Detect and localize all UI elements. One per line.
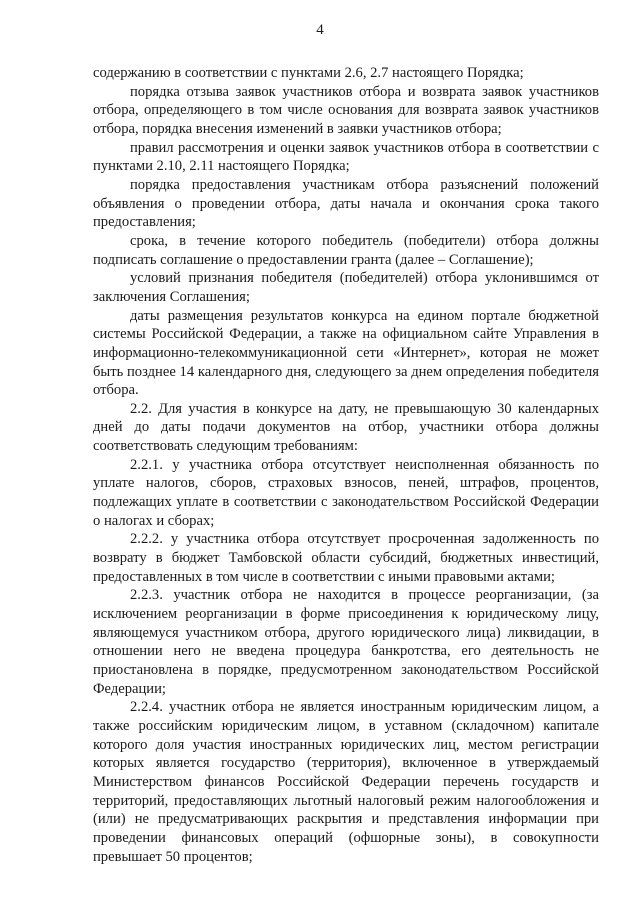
paragraph-clarifications: порядка предоставления участникам отбора разъяснений положений объявления о проведении отбора, даты начала и окончания срока такого предоставления; [93,176,599,231]
paragraph-2-2-2: 2.2.2. у участника отбора отсутствует просроченная задолженность по возврату в бюджет Тамбовской области субсидий, бюджетных инвестиций, предоставленных в том числе в соответствии с иными правовыми актами; [93,531,599,585]
paragraph-signing-deadline: срока, в течение которого победитель (победители) отбора должны подписать соглашение о предоставлении гранта (далее – Соглашение); [93,232,599,268]
paragraph-evasion-conditions: условий признания победителя (победителей) отбора уклонившимся от заключения Соглашения; [93,270,599,305]
paragraph-continuation: содержанию в соответствии с пунктами 2.6, 2.7 настоящего Порядка; [93,65,524,81]
paragraph-2-2-3: 2.2.3. участник отбора не находится в процессе реорганизации, (за исключением реорганизации в форме присоединения к юридическому лицу, являющемуся участником отбора, другого юридического лица) ликвидации, в отношении него не введена процедура банкротства, его деятельность не приостановлена в порядке, предусмотренном законодательством Российской Федерации; [93,587,599,697]
document-body [93,64,599,866]
paragraph-evaluation-rules: правил рассмотрения и оценки заявок участников отбора в соответствии с пунктами 2.10, 2.11 настоящего Порядка; [93,139,599,175]
paragraph-2-2-4: 2.2.4. участник отбора не является иностранным юридическим лицом, а также российским юридическим лицом, в уставном (складочном) капитале которого доля участия иностранных юридических лиц, местом регистрации которых является государство (территория), включенное в утверждаемый Министерством финансов Российской Федерации перечень государств и территорий, предоставляющих льготный налоговый режим налогообложения и (или) не предусматривающих раскрытия и представления информации при проведении финансовых операций (офшорные зоны), в совокупности превышает 50 процентов; [93,699,599,865]
paragraph-2-2: 2.2. Для участия в конкурсе на дату, не превышающую 30 календарных дней до даты подачи документов на отбор, участники отбора должны соответствовать следующим требованиям: [93,400,599,455]
paragraph-results-publication: даты размещения результатов конкурса на едином портале бюджетной системы Российской Федерации, а также на официальном сайте Управления в информационно-телекоммуникационной сети «Интернет», которая не может быть позднее 14 календарного дня, следующего за днем определения победителя отбора. [93,307,599,399]
paragraph-withdrawal-procedure: порядка отзыва заявок участников отбора и возврата заявок участников отбора, определяющего в том числе основания для возврата заявок участников отбора, порядка внесения изменений в заявки участников отбора; [93,83,599,137]
page-number: 4 [316,22,324,38]
paragraph-2-2-1: 2.2.1. у участника отбора отсутствует неисполненная обязанность по уплате налогов, сборов, страховых взносов, пеней, штрафов, процентов, подлежащих уплате в соответствии с законодательством Российской Федерации о налогах и сборах; [93,456,599,529]
